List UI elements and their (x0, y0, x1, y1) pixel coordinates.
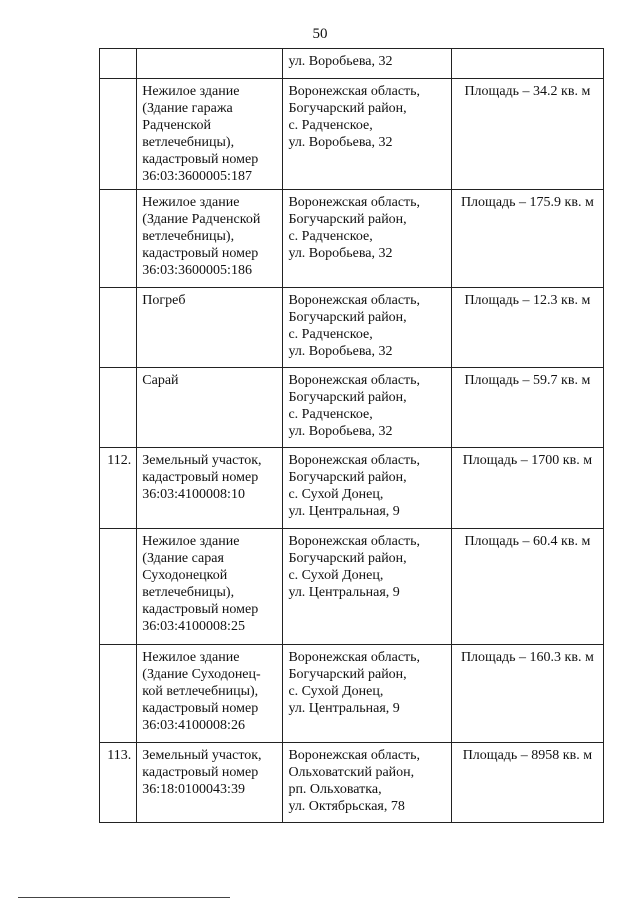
object-name-line: Нежилое здание (142, 84, 240, 99)
address-line: Ольховатский район, (288, 765, 415, 780)
address-line: с. Сухой Донец, (288, 487, 384, 502)
address-line: Воронежская область, (288, 748, 421, 763)
area-cell: Площадь – 34.2 кв. м (451, 79, 603, 190)
address-line: с. Радченское, (288, 407, 373, 422)
object-name-line: кадастровый номер (142, 470, 259, 485)
address-line: Воронежская область, (288, 195, 421, 210)
address-line: Воронежская область, (288, 650, 421, 665)
object-name-line: кадастровый номер (142, 246, 259, 261)
object-name-line: 36:03:4100008:25 (142, 619, 245, 634)
property-table (99, 48, 604, 823)
address-line: с. Сухой Донец, (288, 568, 384, 583)
object-name-line: (Здание гаража (142, 101, 233, 116)
address-line: Богучарский район, (288, 212, 407, 227)
object-name-line: 36:03:3600005:187 (142, 169, 252, 184)
object-name-line: Сарай (142, 373, 179, 388)
address-line: рп. Ольховатка, (288, 782, 382, 797)
object-name-line: Земельный участок, (142, 748, 262, 763)
table-row (100, 79, 604, 190)
area-cell: Площадь – 175.9 кв. м (451, 190, 603, 288)
footnote-divider (18, 897, 230, 898)
address-cell (283, 448, 451, 529)
table-row (100, 368, 604, 448)
object-name-cell (137, 79, 283, 190)
object-name-line: 36:03:3600005:186 (142, 263, 252, 278)
page-number: 50 (312, 26, 328, 42)
object-name-line: Погреб (142, 293, 186, 308)
row-number-cell (100, 49, 137, 79)
area-cell: Площадь – 8958 кв. м (451, 743, 603, 823)
object-name-line: Нежилое здание (142, 650, 240, 665)
table-row (100, 743, 604, 823)
address-line: Богучарский район, (288, 470, 407, 485)
address-line: с. Радченское, (288, 118, 373, 133)
table-row (100, 190, 604, 288)
object-name-line: Радченской (142, 118, 211, 133)
address-line: Воронежская область, (288, 373, 421, 388)
table-row (100, 448, 604, 529)
address-cell (283, 288, 451, 368)
address-cell (283, 49, 451, 79)
address-line: ул. Центральная, 9 (288, 504, 400, 519)
table-body (100, 49, 604, 823)
address-line: ул. Центральная, 9 (288, 585, 400, 600)
address-cell (283, 79, 451, 190)
address-line: с. Радченское, (288, 229, 373, 244)
address-line: ул. Воробьева, 32 (288, 344, 393, 359)
object-name-line: кадастровый номер (142, 602, 259, 617)
address-line: Воронежская область, (288, 84, 421, 99)
object-name-line: Нежилое здание (142, 195, 240, 210)
address-line: Богучарский район, (288, 101, 407, 116)
object-name-line: (Здание Радченской (142, 212, 261, 227)
object-name-line: ветлечебницы), (142, 135, 235, 150)
object-name-line: 36:03:4100008:26 (142, 718, 245, 733)
object-name-line: кадастровый номер (142, 152, 259, 167)
object-name-cell (137, 645, 283, 743)
address-line: Богучарский район, (288, 310, 407, 325)
address-line: Воронежская область, (288, 534, 421, 549)
address-line: ул. Октябрьская, 78 (288, 799, 405, 814)
address-cell (283, 645, 451, 743)
object-name-line: кой ветлечебницы), (142, 684, 259, 699)
row-number-cell (100, 645, 137, 743)
address-line: ул. Центральная, 9 (288, 701, 400, 716)
address-line: ул. Воробьева, 32 (288, 424, 393, 439)
object-name-line: 36:03:4100008:10 (142, 487, 245, 502)
row-number-cell: 112. (100, 448, 137, 529)
object-name-cell (137, 529, 283, 645)
object-name-line: кадастровый номер (142, 765, 259, 780)
address-line: ул. Воробьева, 32 (288, 246, 393, 261)
address-line: ул. Воробьева, 32 (288, 54, 393, 69)
address-line: Богучарский район, (288, 667, 407, 682)
object-name-line: кадастровый номер (142, 701, 259, 716)
row-number-cell (100, 368, 137, 448)
address-cell (283, 368, 451, 448)
object-name-cell (137, 448, 283, 529)
address-line: Воронежская область, (288, 453, 421, 468)
address-line: с. Радченское, (288, 327, 373, 342)
address-line: ул. Воробьева, 32 (288, 135, 393, 150)
object-name-line: Суходонецкой (142, 568, 228, 583)
object-name-cell (137, 190, 283, 288)
row-number-cell (100, 288, 137, 368)
object-name-line: Земельный участок, (142, 453, 262, 468)
address-line: Богучарский район, (288, 551, 407, 566)
table-row (100, 288, 604, 368)
object-name-line: ветлечебницы), (142, 585, 235, 600)
row-number-cell: 113. (100, 743, 137, 823)
area-cell: Площадь – 160.3 кв. м (451, 645, 603, 743)
area-cell: Площадь – 60.4 кв. м (451, 529, 603, 645)
object-name-line: ветлечебницы), (142, 229, 235, 244)
area-cell: Площадь – 1700 кв. м (451, 448, 603, 529)
object-name-line: Нежилое здание (142, 534, 240, 549)
object-name-cell (137, 288, 283, 368)
address-cell (283, 190, 451, 288)
object-name-cell (137, 368, 283, 448)
area-cell: Площадь – 12.3 кв. м (451, 288, 603, 368)
object-name-line: (Здание сарая (142, 551, 224, 566)
table-row (100, 49, 604, 79)
row-number-cell (100, 529, 137, 645)
area-cell (451, 49, 603, 79)
table-row (100, 645, 604, 743)
address-line: с. Сухой Донец, (288, 684, 384, 699)
object-name-line: (Здание Суходонец- (142, 667, 261, 682)
row-number-cell (100, 79, 137, 190)
table-row (100, 529, 604, 645)
address-line: Воронежская область, (288, 293, 421, 308)
area-cell: Площадь – 59.7 кв. м (451, 368, 603, 448)
address-cell (283, 529, 451, 645)
address-line: Богучарский район, (288, 390, 407, 405)
row-number-cell (100, 190, 137, 288)
address-cell (283, 743, 451, 823)
object-name-line: 36:18:0100043:39 (142, 782, 245, 797)
object-name-cell (137, 49, 283, 79)
object-name-cell (137, 743, 283, 823)
